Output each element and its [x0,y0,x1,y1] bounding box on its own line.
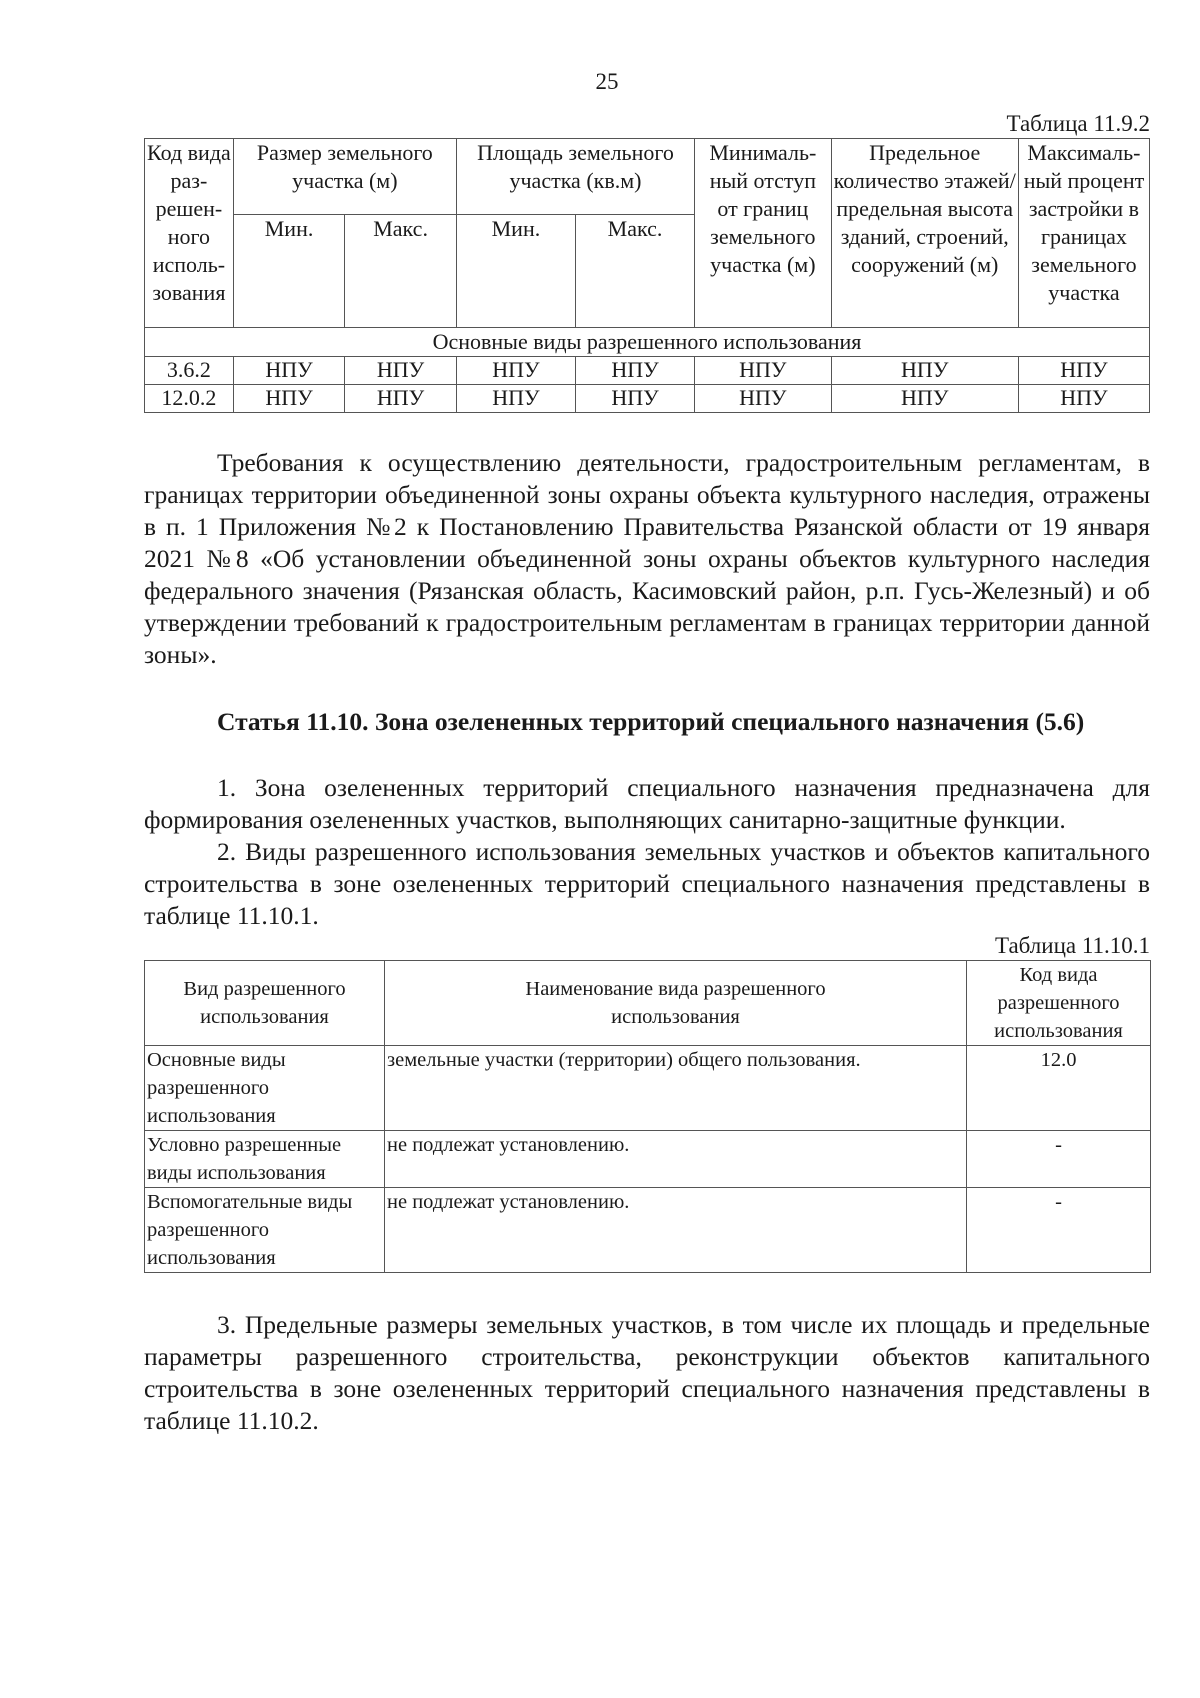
header-area-min: Мин. [456,215,575,328]
cell-area-min: НПУ [456,357,575,385]
cell-code: 12.0.2 [145,385,234,413]
paragraph-zone-purpose: 1. Зона озелененных территорий специального назначения предназначена для формирования озелененных участков, выполняющих санитарно-защитные функции. [144,773,1150,834]
cell-code: - [967,1131,1151,1188]
table-group-row [145,328,1150,357]
header-offset: Минималь-ный отступ от границ земельного участка (м) [695,139,831,328]
table-header-row [145,139,1150,215]
cell-floors: НПУ [831,357,1018,385]
table-11-9-2 [144,138,1150,413]
header-type: Вид разрешенного использования [145,961,385,1046]
cell-percent: НПУ [1018,385,1149,413]
cell-area-max: НПУ [575,385,694,413]
cell-name: земельные участки (территории) общего пользования. [385,1046,967,1131]
cell-offset: НПУ [695,357,831,385]
table-row [145,1046,1151,1131]
page-number: 25 [595,69,619,94]
header-code [145,139,234,328]
table-row [145,1131,1151,1188]
table-caption-11-9-2: Таблица 11.9.2 [1006,111,1150,136]
cell-code: 3.6.2 [145,357,234,385]
table-row [145,357,1150,385]
group-label: Основные виды разрешенного использования [145,328,1150,357]
article-heading: Статья 11.10. Зона озелененных территорий специального назначения (5.6) [217,707,1085,736]
header-code: Код вида разрешенного использования [967,961,1151,1046]
cell-type: Вспомогательные виды разрешенного использования [145,1188,385,1273]
header-floors: Предельное количество этажей/ предельная высота зданий, строений, сооружений (м) [831,139,1018,328]
cell-code: 12.0 [967,1046,1151,1131]
cell-floors: НПУ [831,385,1018,413]
cell-area-max: НПУ [575,357,694,385]
table-caption-11-10-1: Таблица 11.10.1 [994,933,1150,958]
header-size-min: Мин. [233,215,345,328]
paragraph-size-limits: 3. Предельные размеры земельных участков, в том числе их площадь и предельные параметры разрешенного строительства, реконструкции объектов капитального строительства в зоне озелененных территорий специального назначения представлены в таблице 11.10.2. [144,1310,1150,1435]
cell-area-min: НПУ [456,385,575,413]
header-area-max: Макс. [575,215,694,328]
cell-code: - [967,1188,1151,1273]
header-percent: Максималь-ный процент застройки в границах земельного участка [1018,139,1149,328]
header-code-text: Код вида раз-решен-ного исполь-зования [147,140,231,305]
cell-size-min: НПУ [233,357,345,385]
table-11-10-1 [144,960,1151,1273]
cell-percent: НПУ [1018,357,1149,385]
cell-type: Основные виды разрешенного использования [145,1046,385,1131]
cell-size-min: НПУ [233,385,345,413]
header-name: Наименование вида разрешенного использования [385,961,967,1046]
cell-name: не подлежат установлению. [385,1188,967,1273]
header-area: Площадь земельного участка (кв.м) [456,139,694,215]
table-header-row [145,961,1151,1046]
table-row [145,385,1150,413]
cell-size-max: НПУ [345,357,457,385]
header-size-max: Макс. [345,215,457,328]
cell-type: Условно разрешенные виды использования [145,1131,385,1188]
cell-name: не подлежат установлению. [385,1131,967,1188]
paragraph-permitted-uses: 2. Виды разрешенного использования земельных участков и объектов капитального строительства в зоне озелененных территорий специального назначения представлены в таблице 11.10.1. [144,837,1150,930]
table-row [145,1188,1151,1273]
paragraph-requirements: Требования к осуществлению деятельности, градостроительным регламентам, в границах территории объединенной зоны охраны объекта культурного наследия, отражены в п. 1 Приложения №2 к Постановлению Правительства Рязанской области от 19 января 2021 №8 «Об установлении объединенной зоны охраны объектов культурного наследия федерального значения (Рязанская область, Касимовский район, р.п. Гусь-Железный) и об утверждении требований к градостроительным регламентам в границах территории данной зоны». [144,448,1150,669]
cell-offset: НПУ [695,385,831,413]
header-size: Размер земельного участка (м) [233,139,456,215]
cell-size-max: НПУ [345,385,457,413]
